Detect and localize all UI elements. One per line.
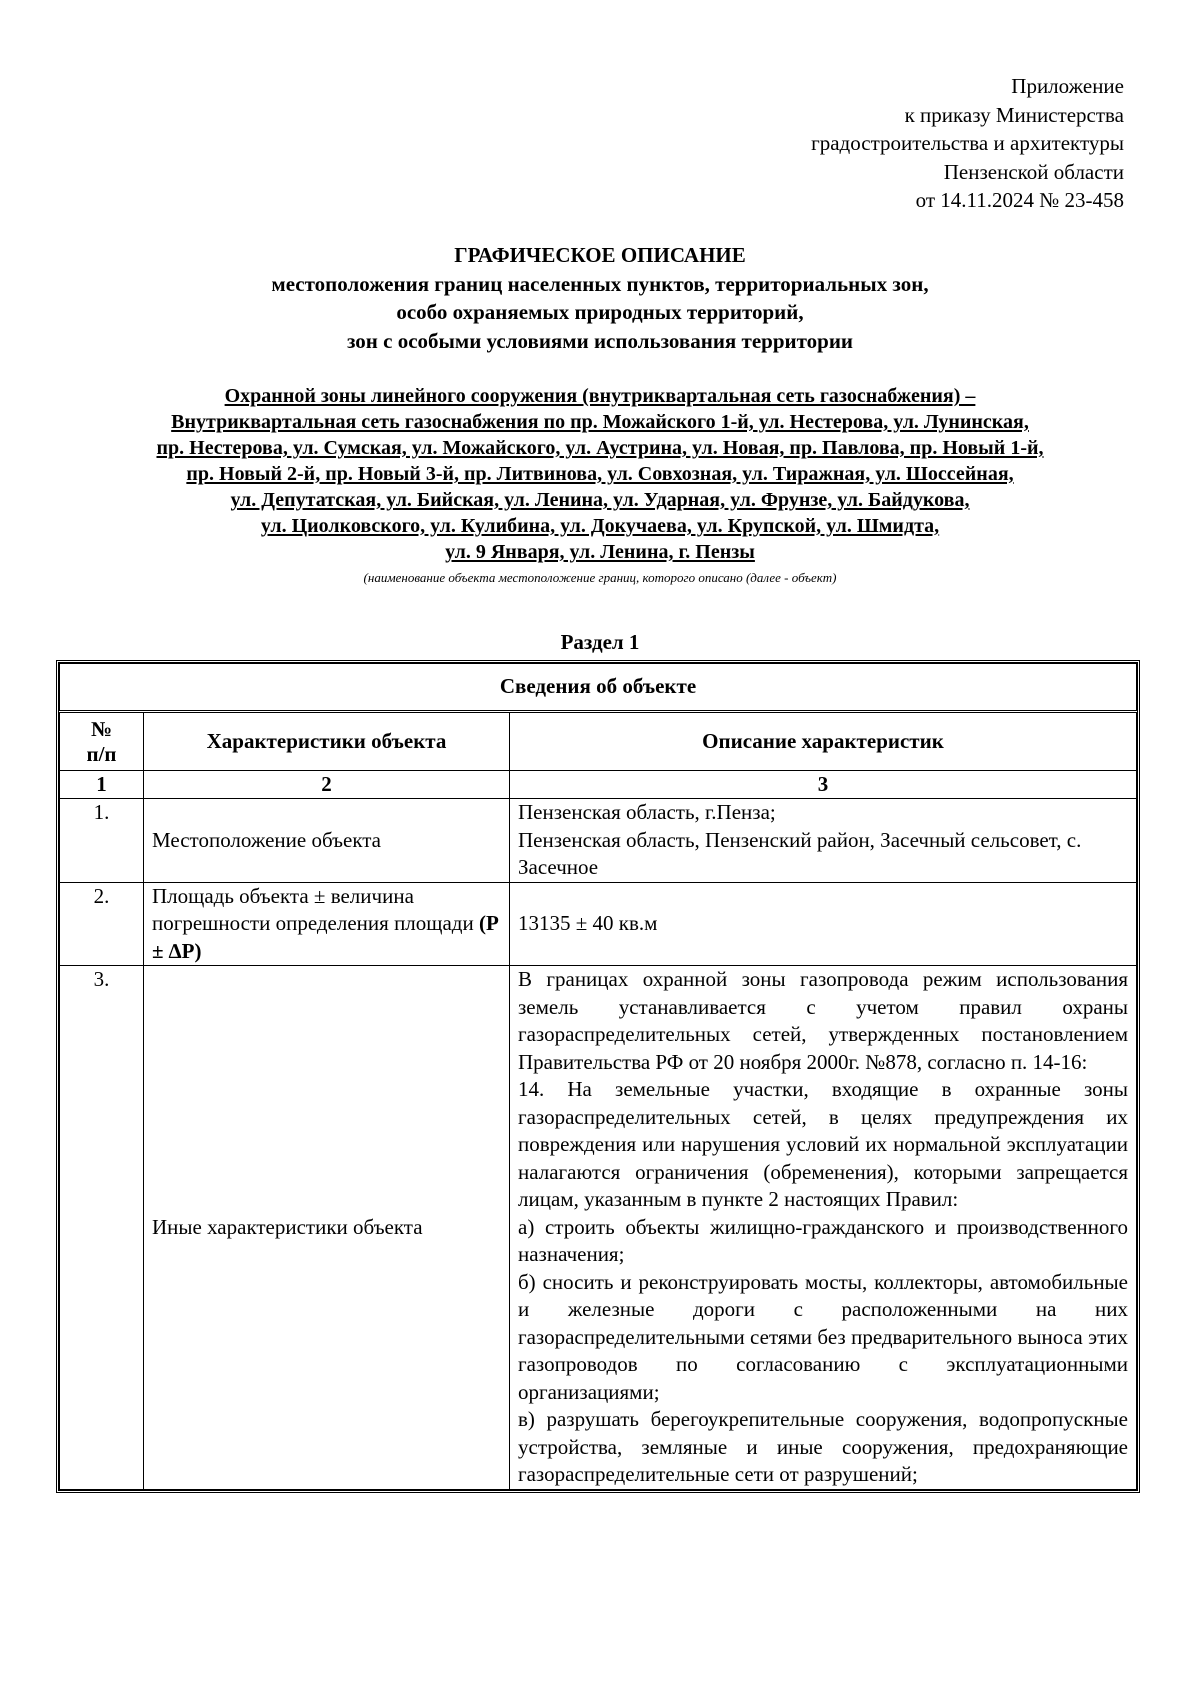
column-number: 1 — [60, 771, 144, 799]
title-line: особо охраняемых природных территорий, — [396, 300, 804, 324]
table-row — [60, 799, 1137, 883]
row-description — [510, 966, 1137, 1490]
header-characteristics: Характеристики объекта — [144, 712, 510, 771]
object-info-table — [56, 660, 1140, 1493]
row-description — [510, 799, 1137, 883]
row-description: 13135 ± 40 кв.м — [510, 882, 1137, 966]
description-line: Пензенская область, Пензенский район, Засечный сельсовет, с. Засечное — [518, 827, 1082, 879]
object-name-line: пр. Новый 2-й, пр. Новый 3-й, пр. Литвинова, ул. Совхозная, ул. Тиражная, ул. Шоссейная, — [186, 463, 1014, 485]
object-name — [0, 383, 1200, 565]
table-header-row — [60, 712, 1137, 771]
appendix-line: Приложение — [1011, 74, 1124, 98]
table-caption: Сведения об объекте — [60, 664, 1137, 712]
object-name-line: ул. Циолковского, ул. Кулибина, ул. Докучаева, ул. Крупской, ул. Шмидта, — [260, 515, 940, 537]
appendix-line: Пензенской области — [943, 159, 1124, 184]
object-name-line: ул. 9 Января, ул. Ленина, г. Пензы — [445, 541, 755, 563]
description-paragraph: б) сносить и реконструировать мосты, коллекторы, автомобильные и железные дороги с расположенными на них газораспределительными сетями без предварительного выноса этих газопроводов по согласованию с эксплуатационными организациями; — [518, 1269, 1128, 1404]
row-number: 2. — [60, 882, 144, 966]
title-line: местоположения границ населенных пунктов, территориальных зон, — [271, 271, 929, 296]
characteristic-text: Площадь объекта ± величина погрешности определения площади — [152, 883, 479, 935]
object-name-line: Внутриквартальная сеть газоснабжения по пр. Можайского 1-й, ул. Нестерова, ул. Лунинская, — [171, 411, 1029, 433]
column-number: 2 — [144, 771, 510, 799]
title-main: ГРАФИЧЕСКОЕ ОПИСАНИЕ — [454, 243, 746, 267]
row-characteristic: Иные характеристики объекта — [144, 966, 510, 1490]
object-name-line: ул. Депутатская, ул. Бийская, ул. Ленина, ул. Ударная, ул. Фрунзе, ул. Байдукова, — [230, 489, 970, 511]
section-title: Раздел 1 — [560, 630, 640, 654]
appendix-line: к приказу Министерства — [904, 102, 1124, 127]
header-num-label: № п/п — [86, 716, 117, 766]
description-paragraph: а) строить объекты жилищно-гражданского и производственного назначения; — [518, 1214, 1128, 1266]
header-num — [60, 712, 144, 771]
document-title — [0, 241, 1200, 355]
row-number: 3. — [60, 966, 144, 1490]
description-paragraph: В границах охранной зоны газопровода режим использования земель устанавливается с учетом правил охраны газораспределительных сетей, утвержденных постановлением Правительства РФ от 20 ноября 2000г. №878, согласно п. 14-16: — [518, 967, 1128, 1074]
table-row — [60, 882, 1137, 966]
description-paragraph: 14. На земельные участки, входящие в охранные зоны газораспределительных сетей, в целях предупреждения их повреждения или нарушения условий их нормальной эксплуатации налагаются ограничения (обременения), которыми запрещается лицам, указанным в пункте 2 настоящих Правил: — [518, 1077, 1128, 1211]
appendix-line: градостроительства и архитектуры — [811, 131, 1124, 155]
row-characteristic: Местоположение объекта — [144, 799, 510, 883]
object-name-caption: (наименование объекта местоположение границ, которого описано (далее - объект) — [363, 570, 837, 585]
object-name-line: Охранной зоны линейного сооружения (внутриквартальная сеть газоснабжения) – — [224, 385, 976, 407]
column-number: 3 — [510, 771, 1137, 799]
table-caption-row — [60, 664, 1137, 712]
appendix-header — [811, 72, 1124, 215]
description-line: Пензенская область, г.Пенза; — [518, 800, 776, 824]
characteristic-formula: (Р ± ∆Р) — [152, 911, 499, 963]
header-description: Описание характеристик — [510, 712, 1137, 771]
table-row — [60, 966, 1137, 1490]
object-name-line: пр. Нестерова, ул. Сумская, ул. Можайского, ул. Аустрина, ул. Новая, пр. Павлова, пр. Новый 1-й, — [156, 437, 1044, 459]
description-paragraph: в) разрушать берегоукрепительные сооружения, водопропускные устройства, земляные и иные сооружения, предохраняющие газораспределительные сети от разрушений; — [518, 1407, 1128, 1486]
column-numbers-row — [60, 771, 1137, 799]
appendix-date-number: от 14.11.2024 № 23-458 — [915, 188, 1124, 212]
title-line: зон с особыми условиями использования территории — [346, 328, 854, 353]
row-number: 1. — [60, 799, 144, 883]
row-characteristic — [144, 882, 510, 966]
